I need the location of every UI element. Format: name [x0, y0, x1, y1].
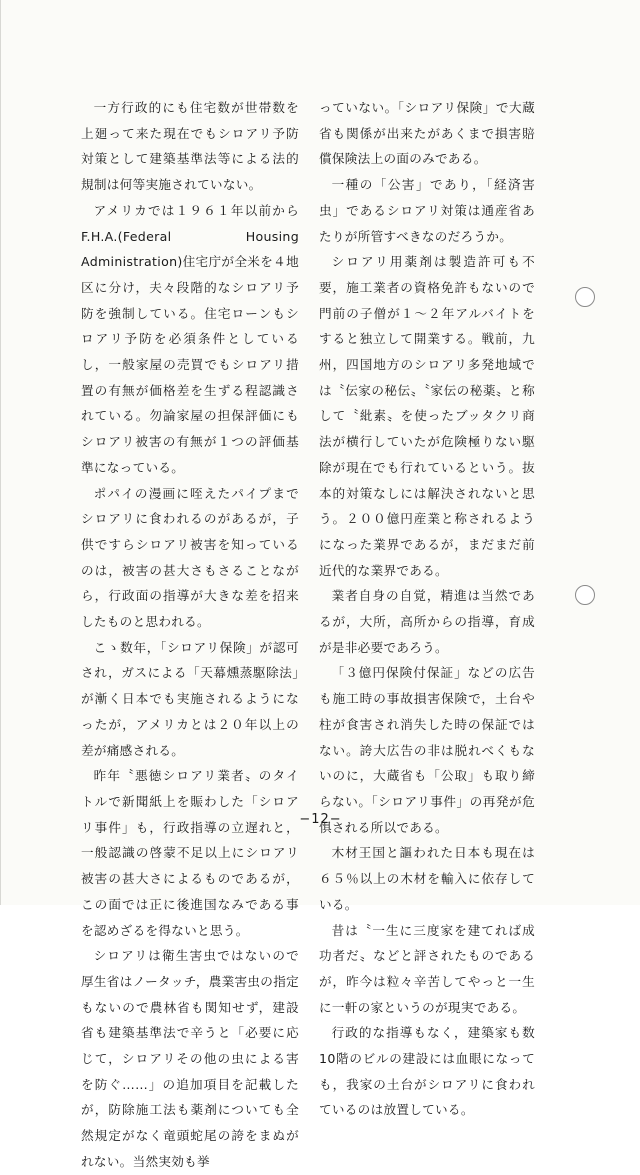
page-number: −12− [299, 812, 342, 827]
paragraph: っていない。「シロアリ保険」で大蔵省も関係が出来たがあくまで損害賠償保険法上の面のみである。 [319, 100, 535, 167]
paragraph: こゝ数年，「シロアリ保険」が認可され，ガスによる「天幕燻蒸駆除法」が漸く日本でも実施されるようになったが，アメリカとは２０年以上の差が痛感される。 [81, 639, 299, 758]
paragraph: アメリカでは１９６１年以前からF.H.A.(Federal Housing Administration)住宅庁が全米を４地区に分け，夫々段階的なシロアリ予防を強制している。住宅ローンもシロアリ予防を必須条件としているし，一般家屋の売買でもシロアリ措置の有無が価格差を生ずる程認識されている。勿論家屋の担保評価にもシロアリ被害の有無が１つの評価基準になっている。 [81, 202, 299, 475]
paragraph: 昨年〝悪徳シロアリ業者〟のタイトルで新聞紙上を賑わした「シロアリ事件」も，行政指導の立遅れと，一般認識の啓蒙不足以上にシロアリ被害の甚大さによるものであるが，この面では正に後進国なみである事を認めざるを得ないと思う。 [81, 768, 299, 938]
paragraph: 「３億円保険付保証」などの広告も施工時の事故損害保険で，土台や柱が食害され消失した時の保証ではない。誇大広告の非は脱れべくもないのに，大蔵省も「公取」も取り締らない。「シロアリ事件」の再発が危惧される所以である。 [319, 665, 535, 835]
paragraph: 一方行政的にも住宅数が世帯数を上廻って来た現在でもシロアリ予防対策として建築基準法等による法的規制は何等実施されていない。 [81, 100, 299, 193]
paragraph: 行政的な指導もなく，建築家も数10階のビルの建設には血眼になっても，我家の土台がシロアリに食われているのは放置している。 [319, 1025, 535, 1118]
paragraph: 昔は〝一生に三度家を建てれば成功者だ〟などと評されたものであるが，昨今は粒々辛苦してやっと一生に一軒の家というのが現実である。 [319, 922, 535, 1015]
paragraph: 木材王国と謳われた日本も現在は６５％以上の木材を輸入に依存している。 [319, 845, 535, 912]
paragraph: 業者自身の自覚，精進は当然であるが，大所，高所からの指導，育成が是非必要であろう。 [319, 588, 535, 655]
paragraph: ポパイの漫画に咥えたパイプまでシロアリに食われるのがあるが，子供ですらシロアリ被害を知っているのは，被害の甚大さもさることながら，行政面の指導が大きな差を招来したものと思われる。 [81, 485, 299, 630]
left-text-column [81, 95, 299, 1175]
punch-hole [575, 287, 595, 307]
paragraph: シロアリは衛生害虫ではないので厚生省はノータッチ，農業害虫の指定もないので農林省も関知せず，建設省も建築基準法で辛うと「必要に応じて，シロアリその他の虫による害を防ぐ……」の追加項目を記載したが，防除施工法も薬剤についても全然規定がなく竜頭蛇尾の誇をまぬがれない。当然実効も挙 [81, 948, 299, 1169]
paragraph: シロアリ用薬剤は製造許可も不要，施工業者の資格免許もないので門前の子僧が１〜２年アルバイトをすると独立して開業する。戦前，九州，四国地方のシロアリ多発地域では〝伝家の秘伝〟〝家伝の秘薬〟と称して〝紕素〟を使ったブッタクリ商法が横行していたが危険極りない駆除が現在でも行れているという。抜本的対策なしには解決されないと思う。２００億円産業と称されるようになった業界であるが，まだまだ前近代的な業界である。 [319, 254, 535, 578]
punch-hole [575, 585, 595, 605]
paragraph: 一種の「公害」であり，「経済害虫」であるシロアリ対策は通産省あたりが所管すべきなのだろうか。 [319, 177, 535, 244]
right-text-column [319, 95, 535, 1123]
